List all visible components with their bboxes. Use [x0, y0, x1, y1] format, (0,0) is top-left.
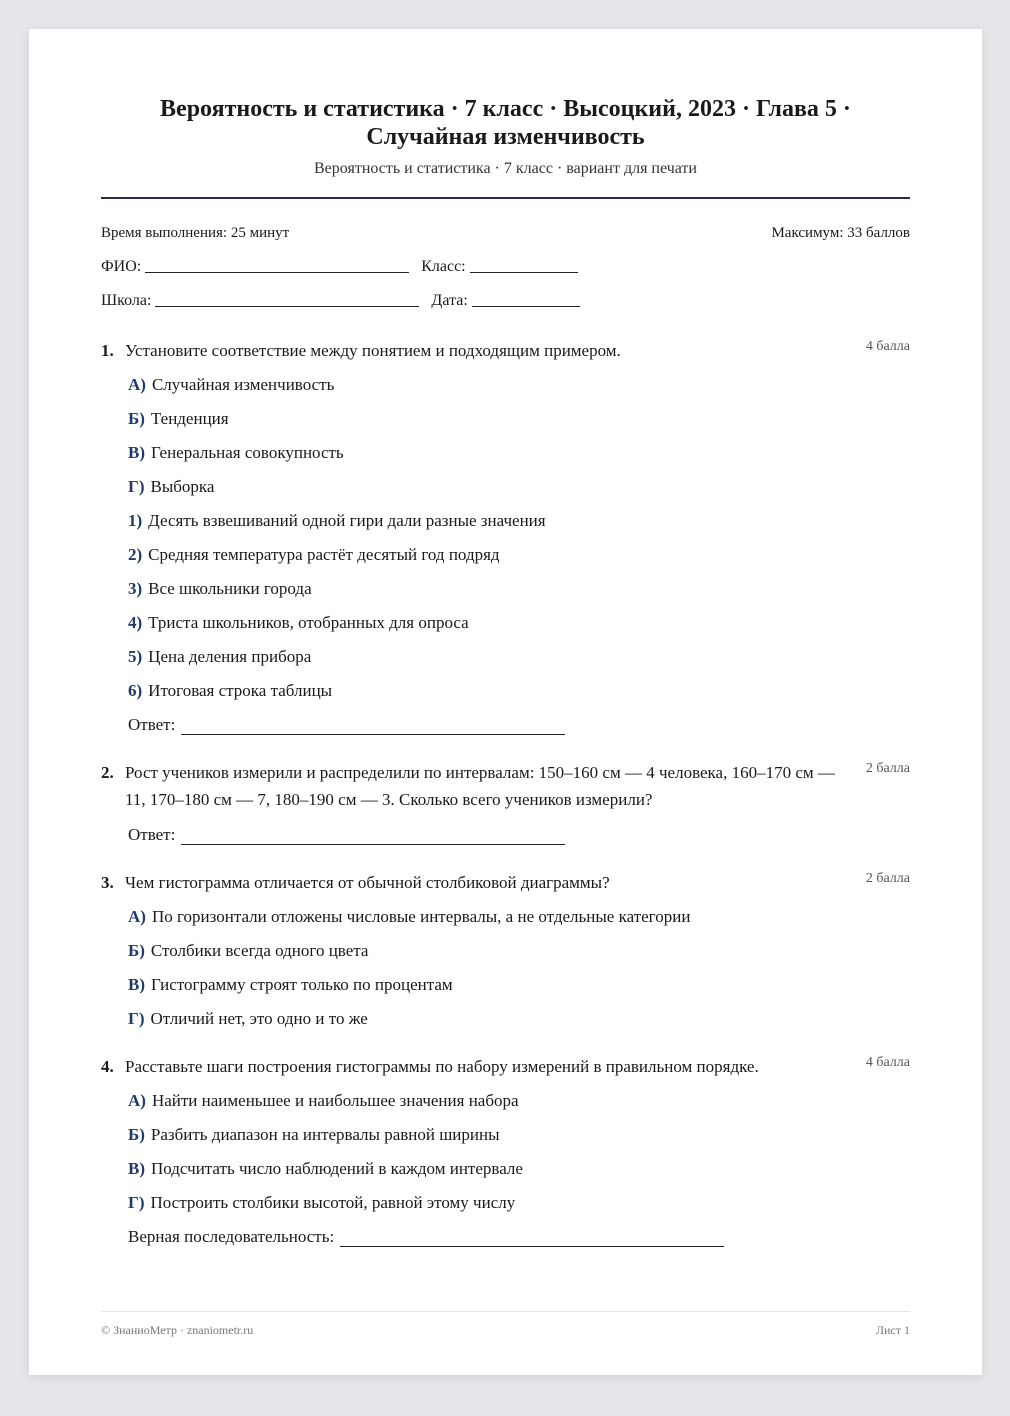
- item-key: 5): [128, 647, 143, 666]
- item-text: Тенденция: [150, 409, 229, 428]
- page-content: [101, 29, 910, 1250]
- list-item: [128, 541, 910, 568]
- max-score: Максимум: 33 баллов: [771, 225, 910, 241]
- item-key: Б): [128, 1125, 145, 1144]
- question-points: 4 балла: [865, 1055, 910, 1070]
- fio-label: ФИО:: [101, 258, 142, 275]
- footer-page-number: Лист 1: [875, 1323, 910, 1337]
- question-text: Установите соответствие между понятием и подходящим примером.: [125, 341, 621, 360]
- item-text: Итоговая строка таблицы: [148, 681, 333, 700]
- list-item: [128, 903, 910, 930]
- question-3: [101, 869, 910, 1032]
- item-key: А): [128, 375, 146, 394]
- answer-field[interactable]: [181, 734, 565, 735]
- item-key: 2): [128, 545, 143, 564]
- question-1: [101, 337, 910, 738]
- item-key: В): [128, 1159, 145, 1178]
- answer-field[interactable]: [181, 844, 565, 845]
- answer-label: Верная последовательность:: [128, 1227, 335, 1246]
- item-text: Отличий нет, это одно и то же: [150, 1009, 368, 1028]
- list-item: [128, 937, 910, 964]
- item-text: По горизонтали отложены числовые интервалы, а не отдельные категории: [151, 907, 691, 926]
- question-number: 3.: [101, 873, 114, 892]
- item-text: Генеральная совокупность: [151, 443, 344, 462]
- list-item: [128, 405, 910, 432]
- item-key: А): [128, 1091, 146, 1110]
- fio-field[interactable]: [145, 272, 409, 273]
- list-item: [128, 677, 910, 704]
- question-items: [128, 371, 910, 704]
- item-key: 6): [128, 681, 143, 700]
- date-field[interactable]: [472, 306, 580, 307]
- question-items: [128, 903, 910, 1032]
- list-item: [128, 507, 910, 534]
- question-text: Чем гистограмма отличается от обычной столбиковой диаграммы?: [125, 873, 610, 892]
- item-text: Все школьники города: [148, 579, 312, 598]
- item-text: Гистограмму строят только по процентам: [151, 975, 453, 994]
- item-text: Столбики всегда одного цвета: [150, 941, 369, 960]
- date-label: Дата:: [431, 292, 468, 309]
- header-divider: [101, 197, 910, 199]
- list-item: [128, 371, 910, 398]
- question-number: 4.: [101, 1057, 114, 1076]
- item-key: 1): [128, 511, 143, 530]
- class-label: Класс:: [421, 258, 466, 275]
- answer-label: Ответ:: [128, 715, 176, 734]
- item-key: Б): [128, 941, 145, 960]
- question-text: Расставьте шаги построения гистограммы по набору измерений в правильном порядке.: [125, 1057, 759, 1076]
- list-item: [128, 473, 910, 500]
- list-item: [128, 1005, 910, 1032]
- answer-row: [128, 821, 910, 848]
- footer-copyright: © ЗнаниоМетр · znaniometr.ru: [101, 1323, 254, 1337]
- school-label: Школа:: [101, 292, 152, 309]
- item-key: В): [128, 443, 145, 462]
- item-key: Г): [128, 1193, 145, 1212]
- item-key: Г): [128, 1009, 145, 1028]
- list-item: [128, 439, 910, 466]
- list-item: [128, 643, 910, 670]
- school-field[interactable]: [155, 306, 419, 307]
- item-text: Построить столбики высотой, равной этому числу: [150, 1193, 516, 1212]
- school-info-row: [101, 292, 910, 310]
- list-item: [128, 609, 910, 636]
- list-item: [128, 1155, 910, 1182]
- item-key: 3): [128, 579, 143, 598]
- item-text: Средняя температура растёт десятый год подряд: [148, 545, 500, 564]
- list-item: [128, 1121, 910, 1148]
- question-4: [101, 1053, 910, 1250]
- answer-field[interactable]: [340, 1246, 724, 1247]
- class-field[interactable]: [470, 272, 578, 273]
- list-item: [128, 575, 910, 602]
- item-key: А): [128, 907, 146, 926]
- page-footer: [101, 1311, 910, 1338]
- time-limit: Время выполнения: 25 минут: [101, 225, 290, 241]
- worksheet-page: [29, 29, 982, 1375]
- item-text: Цена деления прибора: [148, 647, 312, 666]
- item-text: Подсчитать число наблюдений в каждом интервале: [151, 1159, 523, 1178]
- question-number: 2.: [101, 763, 114, 782]
- question-points: 4 балла: [865, 339, 910, 354]
- item-key: В): [128, 975, 145, 994]
- item-key: Г): [128, 477, 145, 496]
- item-text: Десять взвешиваний одной гири дали разные значения: [148, 511, 546, 530]
- page-title: Вероятность и статистика · 7 класс · Высоцкий, 2023 · Глава 5 · Случайная изменчивость: [160, 96, 851, 150]
- item-text: Разбить диапазон на интервалы равной ширины: [150, 1125, 500, 1144]
- question-points: 2 балла: [865, 871, 910, 886]
- question-2: [101, 759, 910, 848]
- question-number: 1.: [101, 341, 114, 360]
- answer-label: Ответ:: [128, 825, 176, 844]
- page-subtitle: Вероятность и статистика · 7 класс · вариант для печати: [314, 160, 697, 177]
- list-item: [128, 971, 910, 998]
- list-item: [128, 1189, 910, 1216]
- answer-row: [128, 1223, 910, 1250]
- item-text: Выборка: [150, 477, 215, 496]
- meta-row: [101, 224, 910, 242]
- item-text: Случайная изменчивость: [151, 375, 335, 394]
- answer-row: [128, 711, 910, 738]
- question-text: Рост учеников измерили и распределили по интервалам: 150–160 см — 4 человека, 160–170 см — 11, 170–180 см — 7, 180–190 см — 3. Сколько всего учеников измерили?: [125, 763, 835, 809]
- question-points: 2 балла: [865, 761, 910, 776]
- student-info-row: [101, 258, 910, 276]
- list-item: [128, 1087, 910, 1114]
- question-items: [128, 1087, 910, 1216]
- item-key: 4): [128, 613, 143, 632]
- item-text: Найти наименьшее и наибольшее значения набора: [151, 1091, 519, 1110]
- item-text: Триста школьников, отобранных для опроса: [148, 613, 469, 632]
- item-key: Б): [128, 409, 145, 428]
